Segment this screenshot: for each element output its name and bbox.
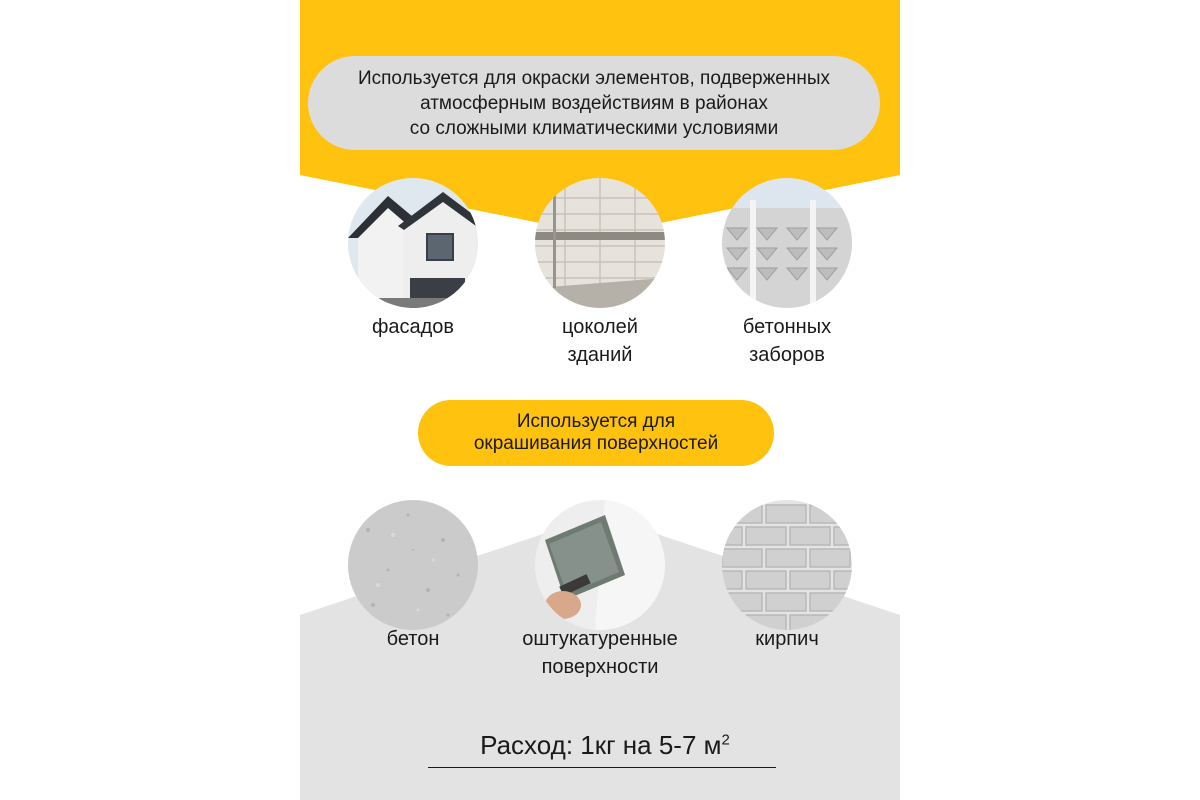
element-caption-facades — [313, 313, 513, 341]
caption-line: заборов — [749, 344, 825, 366]
element-caption-plinths — [500, 313, 700, 369]
house-facade-image — [348, 178, 478, 308]
usage-banner-line-2: атмосферным воздействиям в районах — [420, 92, 768, 114]
usage-banner-line-1: Используется для окраски элементов, подверженных — [357, 67, 831, 89]
element-caption-fences — [687, 313, 887, 369]
caption-line: бетон — [386, 628, 440, 650]
caption-line: оштукатуренные — [522, 628, 678, 650]
caption-line: поверхности — [541, 656, 659, 678]
caption-line: бетонных — [742, 316, 832, 338]
footer-underline — [428, 767, 776, 768]
caption-line: зданий — [567, 344, 633, 366]
usage-banner-line-3: со сложными климатическими условиями — [409, 117, 779, 139]
surface-banner — [418, 400, 774, 466]
concrete-fence-image — [722, 178, 852, 308]
surface-caption-plastered — [500, 625, 700, 681]
brick-wall-image — [722, 500, 852, 630]
surface-banner-line-2: окрашивания поверхностей — [473, 433, 719, 454]
plastering-trowel-image — [535, 500, 665, 630]
building-plinth-image — [535, 178, 665, 308]
product-info-panel — [300, 0, 900, 800]
surface-caption-concrete — [313, 625, 513, 653]
consumption-rate — [430, 730, 780, 761]
surface-banner-line-1: Используется для — [516, 411, 676, 432]
usage-banner — [308, 56, 880, 150]
surface-caption-brick — [687, 625, 887, 653]
consumption-text: Расход: 1кг на 5-7 м — [480, 730, 722, 760]
caption-line: фасадов — [371, 316, 455, 338]
caption-line: цоколей — [562, 316, 638, 338]
concrete-texture-image — [348, 500, 478, 630]
caption-line: кирпич — [755, 628, 819, 650]
consumption-superscript: 2 — [721, 731, 730, 749]
